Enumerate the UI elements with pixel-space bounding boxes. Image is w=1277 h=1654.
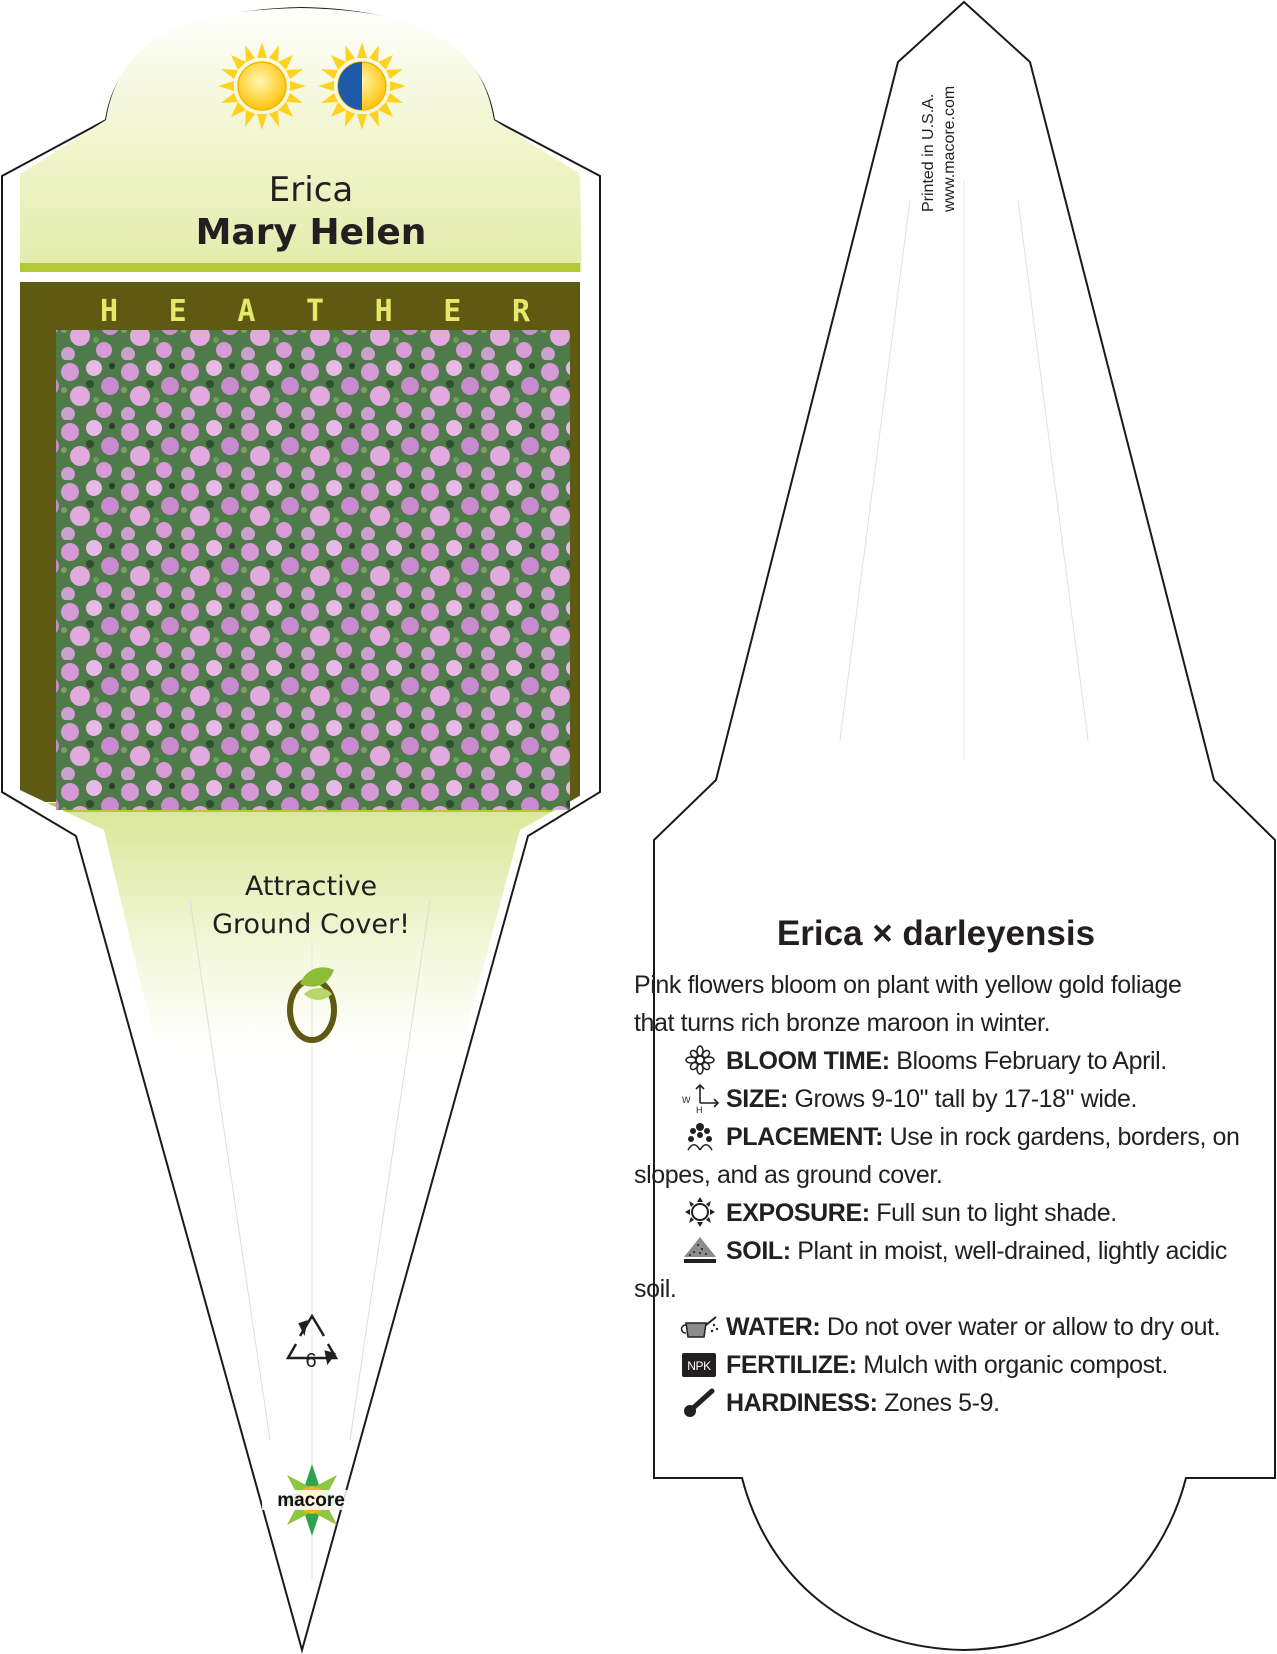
attribute-label: BLOOM TIME: xyxy=(726,1047,890,1075)
category-letter: H xyxy=(100,294,119,329)
attribute-label: WATER: xyxy=(726,1313,821,1341)
category-letter: H xyxy=(374,294,393,329)
description-line: Pink flowers bloom on plant with yellow gold foliage xyxy=(634,971,1182,999)
attribute-text: Mulch with organic compost. xyxy=(863,1351,1168,1379)
watering-can-icon xyxy=(680,1311,720,1341)
attribute-hardiness xyxy=(680,1384,1240,1422)
attribute-label: FERTILIZE: xyxy=(726,1351,857,1379)
attribute-exposure xyxy=(680,1194,1240,1232)
category-letter: R xyxy=(511,294,530,329)
npk-label: NPK xyxy=(687,1359,711,1373)
sun-outline-icon xyxy=(680,1197,720,1227)
size-w-label: W xyxy=(682,1095,691,1105)
category-letter: E xyxy=(443,294,462,329)
attribute-text: Do not over water or allow to dry out. xyxy=(826,1313,1221,1341)
attribute-text: Zones 5-9. xyxy=(884,1389,1000,1417)
description-line: that turns rich bronze maroon in winter. xyxy=(634,1009,1051,1037)
plant-genus: Erica xyxy=(268,170,354,210)
soil-icon xyxy=(680,1235,720,1265)
tagline-line-2: Ground Cover! xyxy=(212,909,410,940)
attribute-water xyxy=(680,1308,1240,1346)
plant-cultivar: Mary Helen xyxy=(195,212,427,253)
brand-name: macore xyxy=(277,1490,345,1511)
plant-description-block xyxy=(634,966,1240,1422)
attribute-size xyxy=(680,1080,1240,1118)
attribute-text: Full sun to light shade. xyxy=(876,1199,1117,1227)
back-title: Erica × darleyensis xyxy=(776,914,1096,953)
website-text: www.macore.com xyxy=(941,85,958,212)
category-letter: T xyxy=(305,294,325,329)
tagline-line-1: Attractive xyxy=(244,871,378,902)
thermometer-icon xyxy=(680,1387,720,1417)
flower-icon xyxy=(680,1045,720,1075)
attribute-text-continuation: soil. xyxy=(634,1275,677,1303)
placement-icon xyxy=(680,1121,720,1151)
attribute-text-continuation: slopes, and as ground cover. xyxy=(634,1161,943,1189)
attribute-text: Use in rock gardens, borders, on xyxy=(889,1123,1240,1151)
attribute-fertilize xyxy=(680,1346,1240,1384)
size-arrows-icon xyxy=(680,1083,720,1113)
attribute-text: Grows 9-10" tall by 17-18" wide. xyxy=(794,1085,1138,1113)
size-h-label: H xyxy=(696,1105,703,1113)
attribute-text: Blooms February to April. xyxy=(896,1047,1167,1075)
attribute-placement xyxy=(680,1118,1240,1156)
recycle-code: 6 xyxy=(305,1350,317,1372)
category-letter: E xyxy=(168,294,187,329)
npk-icon xyxy=(680,1349,720,1379)
category-letter: A xyxy=(237,294,256,329)
attribute-label: PLACEMENT: xyxy=(726,1123,884,1151)
attribute-label: HARDINESS: xyxy=(726,1389,878,1417)
attribute-label: SIZE: xyxy=(726,1085,788,1113)
attribute-soil xyxy=(680,1232,1240,1270)
attribute-bloom-time xyxy=(680,1042,1240,1080)
attribute-label: EXPOSURE: xyxy=(726,1199,870,1227)
attribute-label: SOIL: xyxy=(726,1237,791,1265)
printed-in-text: Printed in U.S.A. xyxy=(920,93,937,212)
attribute-text: Plant in moist, well-drained, lightly acidic xyxy=(797,1237,1228,1265)
